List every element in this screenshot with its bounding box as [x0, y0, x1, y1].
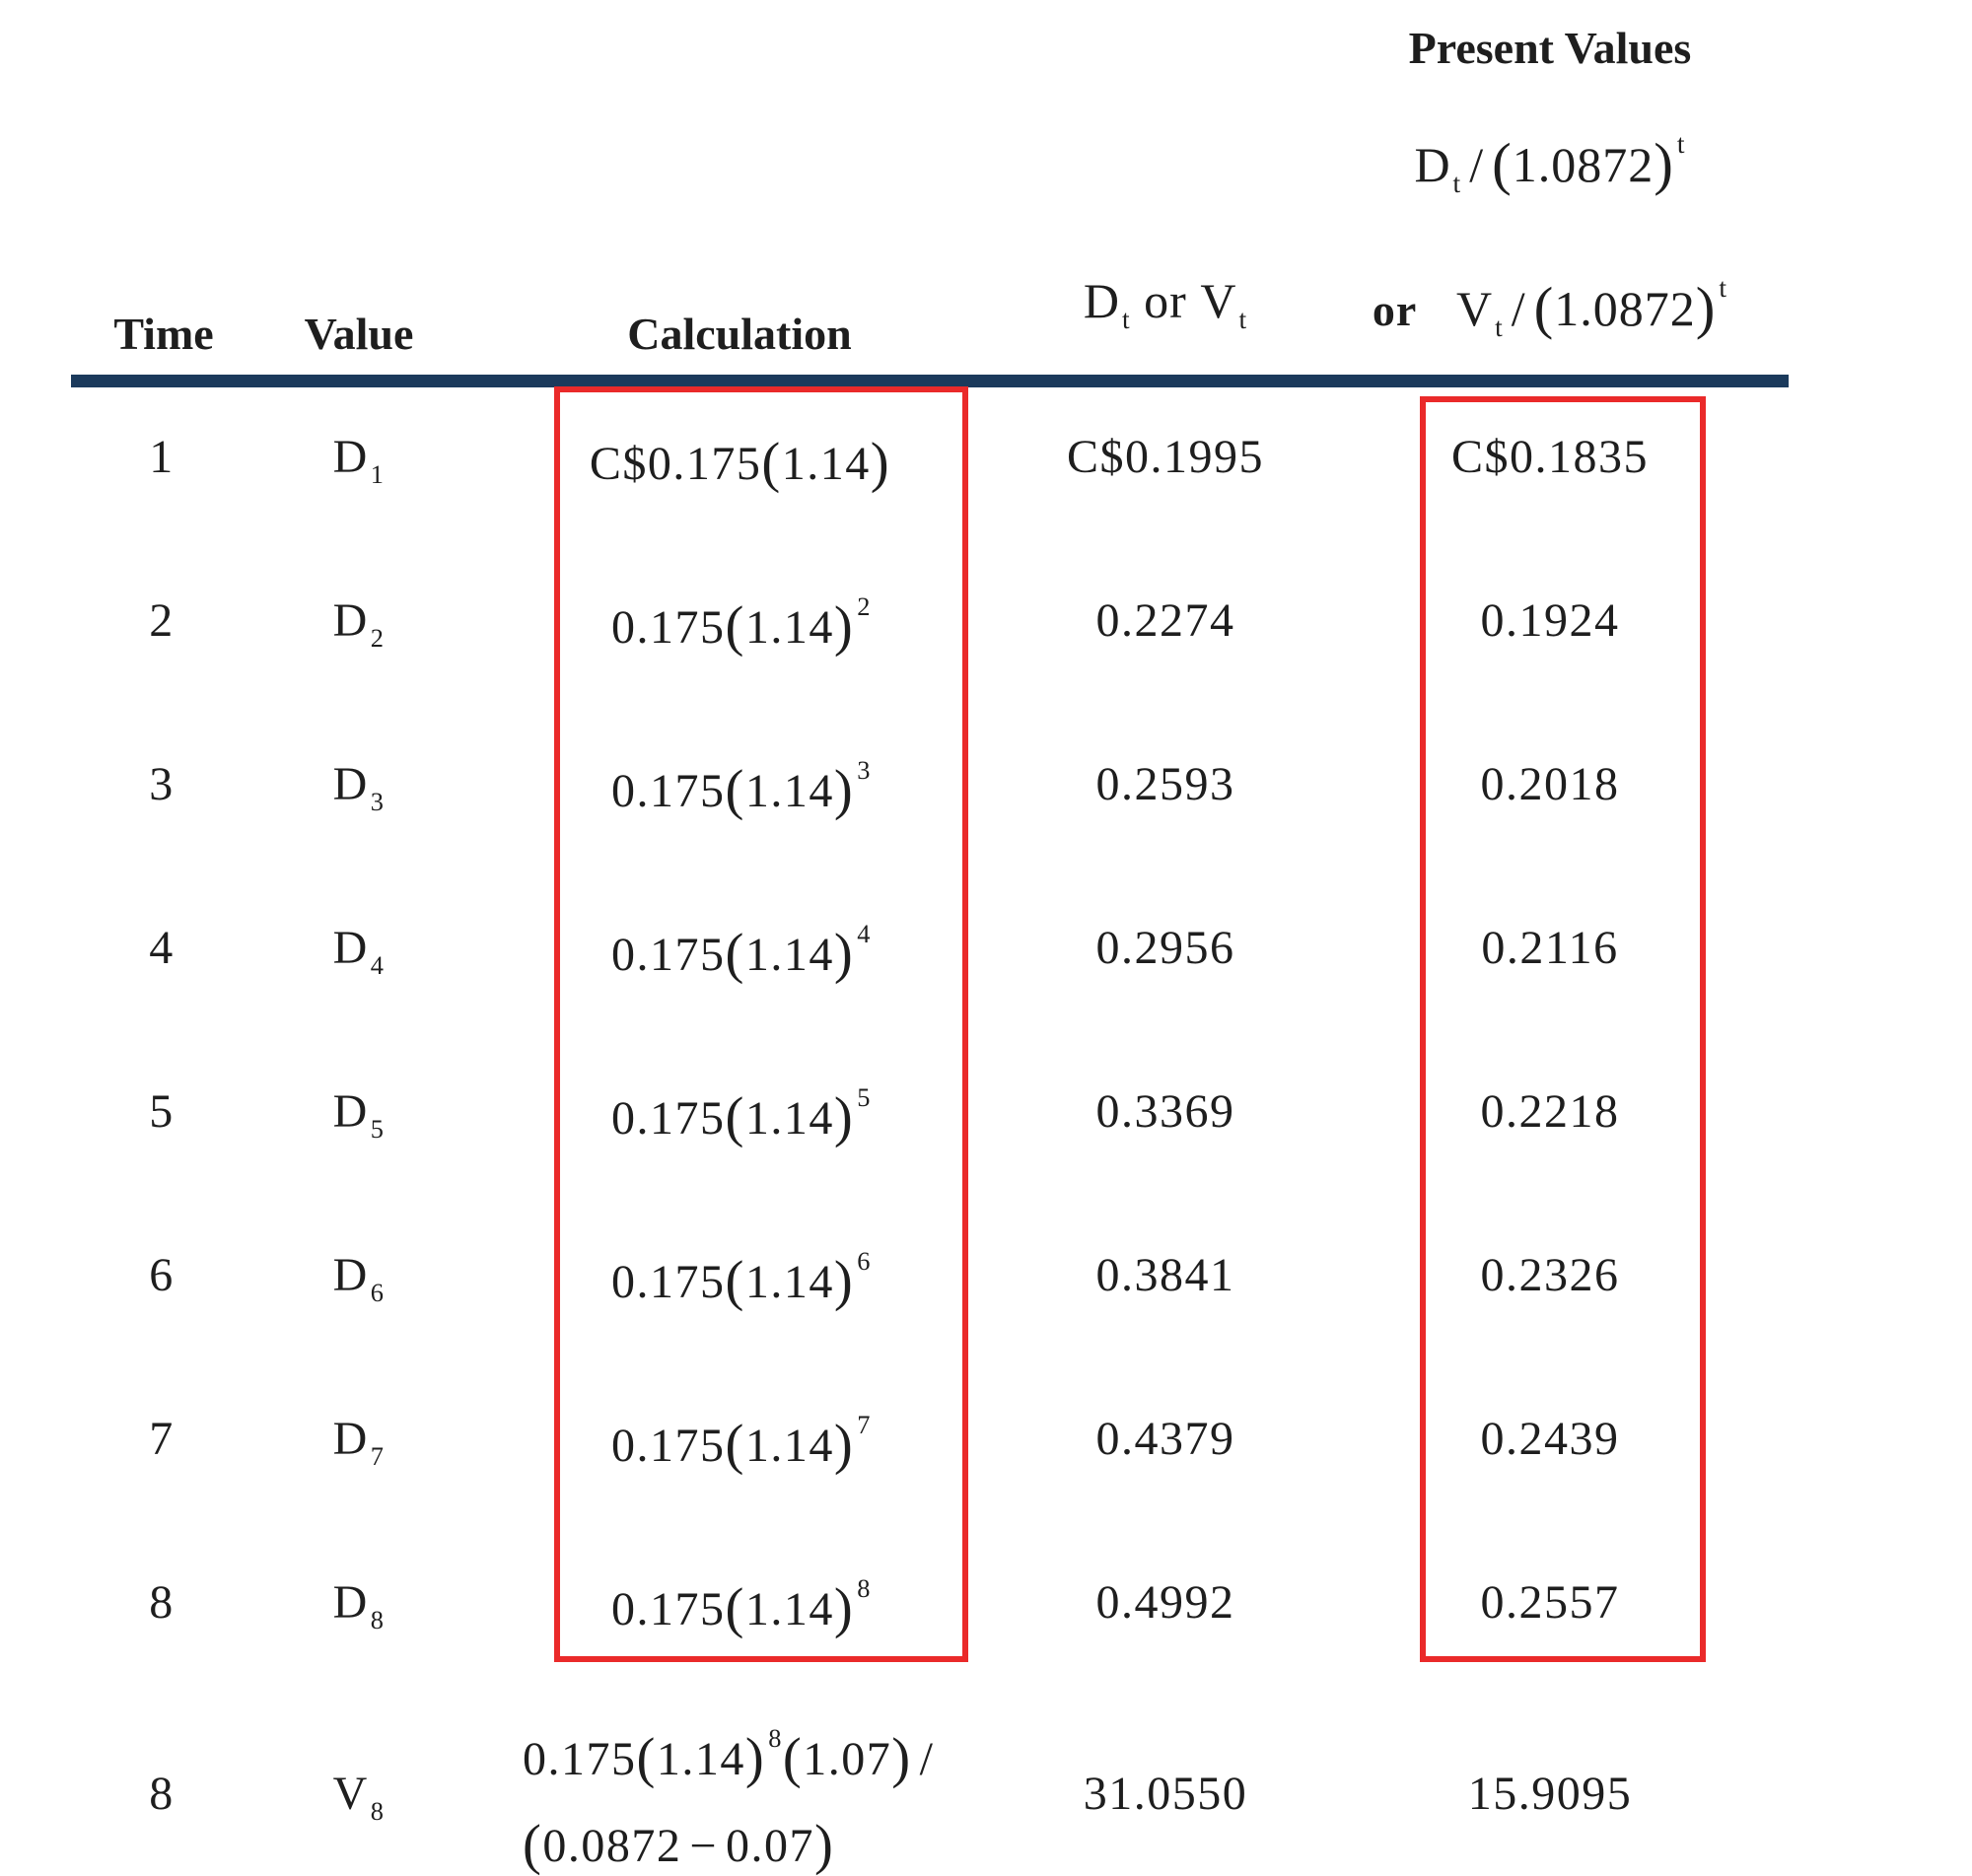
dv-value: 0.2593	[1095, 758, 1235, 810]
calc-prefix: 0.175	[611, 929, 726, 981]
calc-prefix: 0.175	[611, 1092, 726, 1145]
value-cell	[332, 430, 386, 489]
dv-cell	[1067, 430, 1264, 484]
calculation-header: Calculation	[627, 309, 852, 359]
pv-cell	[1481, 1248, 1620, 1302]
value-cell	[332, 921, 386, 980]
value-sub: 3	[370, 786, 386, 816]
pv-cell	[1481, 1084, 1620, 1139]
time-value: 7	[149, 1413, 175, 1465]
time-cell	[149, 1575, 175, 1630]
pv-exp: t	[1676, 128, 1686, 160]
calculation-cell: 0.175(1.14) $^4$	[611, 919, 872, 985]
value-cell	[332, 757, 386, 816]
calculation-cell: 0.175(1.14) $^5$	[611, 1082, 872, 1148]
calc-prefix: 0.175	[611, 1583, 726, 1635]
time-cell	[149, 1248, 175, 1302]
calc-base: 1.14	[744, 929, 834, 981]
pv-cell	[1481, 1575, 1620, 1630]
dv-cell	[1096, 757, 1235, 811]
value-cell	[332, 1575, 386, 1634]
calc-exp: 7	[857, 1410, 872, 1440]
pv-value: 0.2557	[1480, 1576, 1620, 1629]
dv-or: or	[1144, 273, 1187, 328]
calculation-cell: 0.175(1.14) $^6$	[611, 1246, 872, 1312]
value-sub: 5	[370, 1113, 386, 1144]
dt-or-vt-header	[1083, 272, 1248, 334]
time-value: 1	[149, 431, 175, 483]
calc-base: 1.14	[744, 1583, 834, 1635]
time-cell	[149, 1412, 175, 1466]
terminal-value-cell	[332, 1767, 386, 1826]
dv-d-sub: t	[1122, 304, 1131, 334]
value-letter: D	[332, 1576, 369, 1629]
calc-prefix: 0.175	[611, 1256, 726, 1308]
calc-exp: 3	[857, 755, 872, 786]
value-letter: D	[332, 922, 369, 974]
terminal-pv-cell: 15.9095	[1467, 1768, 1633, 1820]
pv-value: 0.2439	[1480, 1413, 1620, 1465]
pv-formula-terminal: or $V_t / (1.0872)$ $^t$	[1372, 272, 1728, 342]
dv-value: 0.2956	[1095, 922, 1235, 974]
value-sub: 2	[370, 622, 386, 653]
present-values-header: Present Values	[1408, 23, 1692, 73]
terminal-calc-prefix: 0.175	[523, 1733, 637, 1785]
calc-exp: 5	[857, 1082, 872, 1113]
pv-v-letter: V	[1455, 281, 1494, 336]
terminal-value-letter: V	[332, 1768, 369, 1820]
pv-value: 0.2326	[1480, 1249, 1620, 1301]
value-letter: D	[332, 758, 369, 810]
dv-cell	[1096, 1412, 1235, 1466]
terminal-calc-line2: (0.0872 − 0.07)	[523, 1814, 835, 1876]
pv-value: 0.1924	[1480, 594, 1620, 647]
pv-v-slash: /	[1511, 281, 1526, 336]
value-cell	[332, 593, 386, 653]
value-letter: D	[332, 594, 369, 647]
pv-cell	[1481, 921, 1618, 975]
time-cell	[149, 757, 175, 811]
pv-d-sub: t	[1452, 168, 1462, 198]
time-value: 4	[149, 922, 175, 974]
terminal-value-sub: 8	[370, 1795, 386, 1826]
pv-cell	[1451, 430, 1649, 484]
pv-slash: /	[1469, 137, 1485, 192]
terminal-time-cell: 8	[149, 1768, 175, 1820]
time-cell	[149, 430, 175, 484]
pv-cell	[1481, 1412, 1620, 1466]
terminal-calc-rate: 0.0872	[542, 1820, 682, 1872]
dv-value: 0.4992	[1095, 1576, 1235, 1629]
dv-value: 0.2274	[1095, 594, 1235, 647]
value-sub: 1	[370, 458, 386, 489]
pv-v-exp: t	[1719, 272, 1728, 304]
value-sub: 6	[370, 1277, 386, 1307]
dv-value: C$0.1995	[1066, 431, 1265, 483]
calc-base: 1.14	[744, 765, 834, 817]
calc-base: 1.14	[744, 1420, 834, 1472]
pv-value: C$0.1835	[1450, 431, 1650, 483]
pv-value: 0.2018	[1480, 758, 1620, 810]
calculation-cell: 0.175(1.14) $^3$	[611, 755, 872, 821]
calculation-cell: 0.175(1.14) $^8$	[611, 1573, 872, 1639]
calc-base: 1.14	[744, 1256, 834, 1308]
calc-exp: 4	[857, 919, 872, 949]
calculation-cell: 0.175(1.14) $^2$	[611, 591, 872, 658]
calculation-cell: 0.175(1.14) $^7$	[611, 1410, 872, 1476]
calc-exp: 8	[857, 1573, 872, 1604]
terminal-calc-line1: 0.175(1.14) $^8$(1.07) /	[523, 1723, 935, 1789]
dv-d-letter: D	[1083, 273, 1121, 328]
calc-prefix: 0.175	[611, 1420, 726, 1472]
time-header: Time	[113, 309, 214, 359]
terminal-calc-base: 1.14	[656, 1733, 745, 1785]
dv-cell	[1096, 1084, 1235, 1139]
calc-exp: 6	[857, 1246, 872, 1277]
dv-v-sub: t	[1238, 304, 1248, 334]
dv-v-letter: V	[1200, 273, 1237, 328]
value-sub: 4	[370, 949, 386, 980]
calc-base: 1.14	[744, 601, 834, 654]
dv-cell	[1096, 1248, 1235, 1302]
value-header: Value	[304, 309, 414, 359]
calc-prefix: 0.175	[611, 601, 726, 654]
pv-v-sub: t	[1495, 312, 1504, 342]
pv-formula-dividend: $D_t / (1.0872)$ $^t$	[1414, 128, 1686, 198]
terminal-calc-growth: 0.07	[725, 1820, 814, 1872]
calc-base: 1.14	[781, 438, 871, 490]
value-sub: 7	[370, 1440, 386, 1471]
pv-base: 1.0872	[1512, 137, 1655, 192]
time-cell	[149, 593, 175, 648]
value-cell	[332, 1248, 386, 1307]
present-value-highlight-box	[1420, 396, 1706, 1662]
time-value: 8	[149, 1576, 175, 1629]
dv-cell	[1096, 921, 1235, 975]
calc-base: 1.14	[744, 1092, 834, 1145]
value-letter: D	[332, 1413, 369, 1465]
value-letter: D	[332, 1085, 369, 1138]
pv-or-label: or	[1372, 285, 1418, 335]
pv-v-base: 1.0872	[1554, 281, 1696, 336]
calculation-cell: C$0.175(1.14)	[589, 432, 891, 494]
pv-cell	[1481, 593, 1620, 648]
terminal-calc-minus: −	[689, 1820, 718, 1872]
terminal-calc-mult: 1.07	[803, 1733, 892, 1785]
pv-cell	[1481, 757, 1620, 811]
value-letter: D	[332, 431, 369, 483]
time-value: 3	[149, 758, 175, 810]
time-value: 6	[149, 1249, 175, 1301]
dv-value: 0.3841	[1095, 1249, 1235, 1301]
dv-value: 0.3369	[1095, 1085, 1235, 1138]
dv-cell	[1096, 1575, 1235, 1630]
calc-prefix: C$0.175	[589, 438, 762, 490]
dv-value: 0.4379	[1095, 1413, 1235, 1465]
calc-exp: 2	[857, 591, 872, 622]
terminal-dv-cell: 31.0550	[1083, 1768, 1248, 1820]
value-letter: D	[332, 1249, 369, 1301]
value-cell	[332, 1084, 386, 1144]
dv-cell	[1096, 593, 1235, 648]
pv-value: 0.2218	[1480, 1085, 1620, 1138]
time-value: 5	[149, 1085, 175, 1138]
pv-d-letter: D	[1414, 137, 1451, 192]
terminal-calc-exp: 8	[768, 1723, 783, 1754]
pv-value: 0.2116	[1481, 922, 1619, 974]
time-cell	[149, 921, 175, 975]
time-value: 2	[149, 594, 175, 647]
value-sub: 8	[370, 1604, 386, 1634]
calc-prefix: 0.175	[611, 765, 726, 817]
value-cell	[332, 1412, 386, 1471]
time-cell	[149, 1084, 175, 1139]
terminal-calc-slash: /	[919, 1733, 935, 1785]
